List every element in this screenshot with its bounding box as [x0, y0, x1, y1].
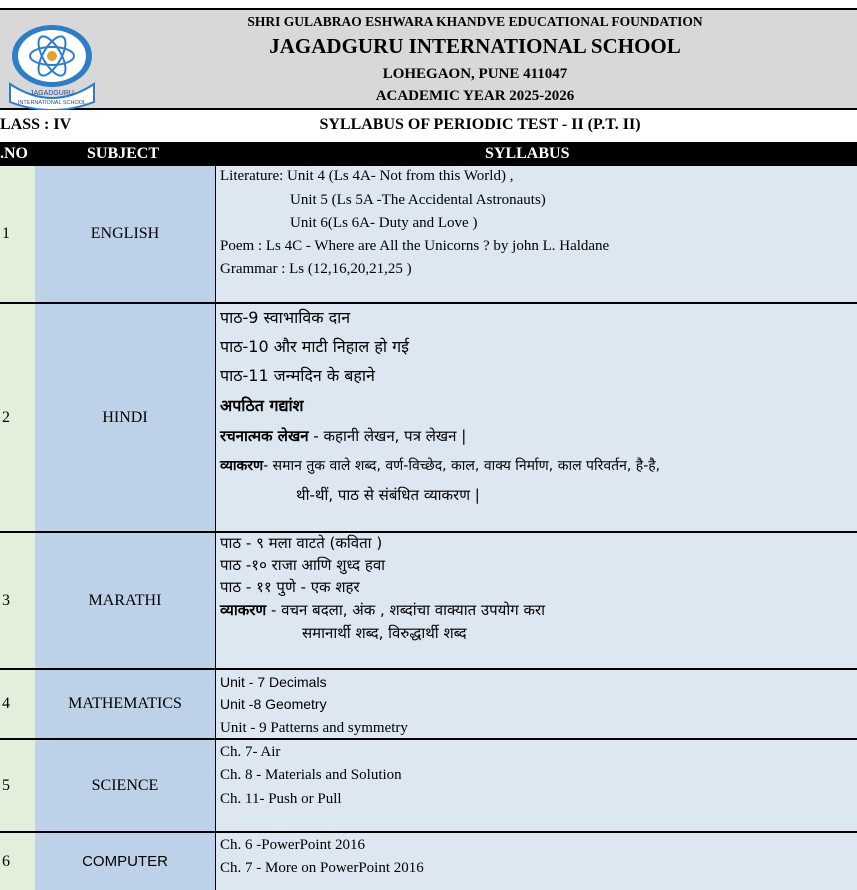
row-number: 5 [2, 776, 10, 794]
academic-year: ACADEMIC YEAR 2025-2026 [375, 88, 575, 104]
syllabus-text: - वचन बदला, अंक , शब्दांचा वाक्यात उपयोग करा [266, 601, 545, 619]
syllabus-line [220, 426, 466, 446]
subject-cell: SCIENCE [35, 740, 217, 831]
syllabus-line: Unit -8 Geometry [220, 696, 327, 712]
syllabus-line: Literature: Unit 4 (Ls 4A- Not from this World) , [220, 168, 514, 184]
table-row [0, 740, 857, 833]
syllabus-emphasis: व्याकरण [220, 458, 264, 474]
syllabus-emphasis: रचनात्मक लेखन [220, 427, 309, 445]
syllabus-line: समानार्थी शब्द, विरुद्धार्थी शब्द [302, 624, 467, 642]
subject-cell: ENGLISH [35, 166, 217, 302]
syllabus-cell [216, 166, 857, 302]
syllabus-line: पाठ - ९ मला वाटते (कविता ) [220, 534, 383, 552]
syllabus-line: पाठ -१० राजा आणि शुध्द हवा [220, 556, 386, 574]
table-row [0, 533, 857, 670]
logo-text-line1: JAGADGURU [30, 90, 74, 97]
syllabus-line: अपठित गद्यांश [220, 396, 304, 415]
subject-cell: MATHEMATICS [35, 670, 217, 738]
syllabus-heading: SYLLABUS OF PERIODIC TEST - II (P.T. II) [319, 116, 641, 133]
syllabus-cell [216, 533, 857, 668]
syllabus-line [220, 600, 545, 620]
table-row [0, 833, 857, 890]
table-header [0, 142, 857, 166]
column-no: .NO [0, 145, 28, 162]
class-label: LASS : IV [0, 116, 72, 133]
syllabus-line: Grammar : Ls (12,16,20,21,25 ) [220, 261, 412, 277]
table-row [0, 166, 857, 304]
logo-text-line2: INTERNATIONAL SCHOOL [17, 100, 87, 106]
foundation-name: SHRI GULABRAO ESHWARA KHANDVE EDUCATIONAL FOUNDATION [247, 14, 703, 29]
syllabus-emphasis: व्याकरण [220, 601, 267, 619]
syllabus-cell [216, 740, 857, 831]
subject-cell: MARATHI [35, 533, 217, 668]
column-subject: SUBJECT [87, 145, 160, 162]
table-row [0, 670, 857, 740]
syllabus-line: Unit 5 (Ls 5A -The Accidental Astronauts) [290, 192, 546, 208]
syllabus-cell [216, 670, 857, 738]
syllabus-line: थी-थीं, पाठ से संबंधित व्याकरण | [296, 486, 480, 504]
school-name: JAGADGURU INTERNATIONAL SCHOOL [269, 34, 681, 58]
syllabus-line: Unit - 9 Patterns and symmetry [220, 720, 408, 736]
syllabus-cell [216, 304, 857, 531]
syllabus-line: पाठ-9 स्वाभाविक दान [220, 308, 351, 327]
row-number: 4 [2, 695, 10, 712]
syllabus-line: Ch. 6 -PowerPoint 2016 [220, 837, 366, 853]
syllabus-line: Ch. 8 - Materials and Solution [220, 767, 402, 783]
syllabus-line: पाठ - ११ पुणे - एक शहर [220, 578, 360, 596]
syllabus-text: - समान तुक वाले शब्द, वर्ण-विच्छेद, काल, वाक्य निर्माण, काल परिवर्तन, है-है, [263, 458, 661, 474]
syllabus-line: पाठ-11 जन्मदिन के बहाने [220, 366, 375, 385]
syllabus-line [220, 456, 660, 476]
subject-cell: COMPUTER [35, 833, 217, 890]
syllabus-line: पाठ-10 और माटी निहाल हो गई [220, 337, 409, 356]
syllabus-line: Ch. 7- Air [220, 744, 281, 760]
syllabus-line: Ch. 11- Push or Pull [220, 791, 342, 807]
syllabus-line: Unit 6(Ls 6A- Duty and Love ) [290, 215, 478, 231]
subject-cell: HINDI [35, 304, 217, 531]
syllabus-line: Ch. 7 - More on PowerPoint 2016 [220, 860, 424, 876]
column-syllabus: SYLLABUS [485, 145, 570, 162]
row-number: 6 [2, 852, 10, 870]
row-number: 1 [2, 225, 10, 242]
class-row [0, 110, 857, 143]
row-number: 3 [2, 591, 10, 609]
table-row [0, 304, 857, 533]
syllabus-text: - कहानी लेखन, पत्र लेखन | [308, 427, 467, 445]
syllabus-line: Unit - 7 Decimals [220, 674, 327, 690]
syllabus-line: Poem : Ls 4C - Where are All the Unicorns ? by john L. Haldane [220, 238, 610, 254]
syllabus-cell [216, 833, 857, 890]
school-address: LOHEGAON, PUNE 411047 [382, 66, 568, 82]
row-number: 2 [2, 408, 10, 426]
school-header [0, 8, 857, 110]
school-logo-icon [2, 22, 102, 110]
